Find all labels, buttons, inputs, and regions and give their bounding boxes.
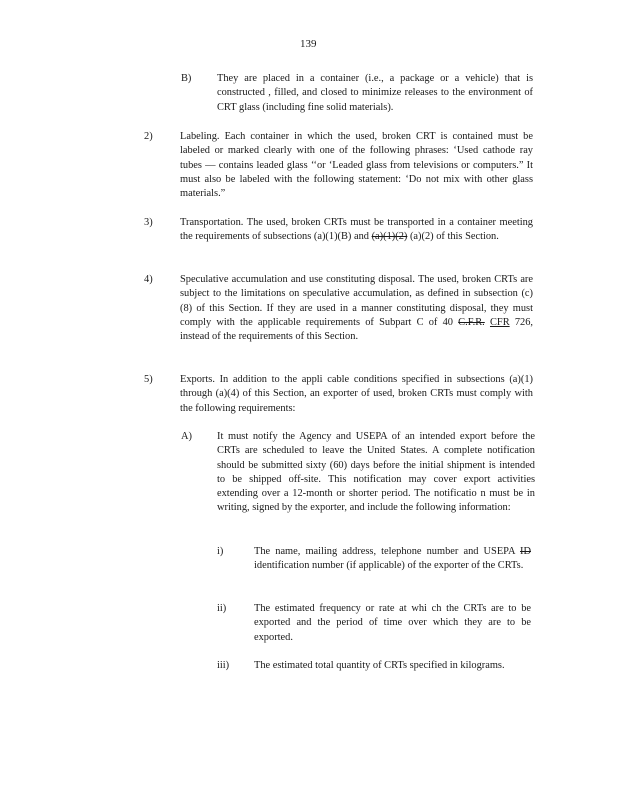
item-text: Labeling. Each container in which the used, broken CRT is contained must be labeled or marked clearly with one of the following phrases: ‘Used cathode ray tubes — contains leaded glass ‘‘or ‘Leaded glass from televisions or computers.” It must also be labeled with the following statement: ‘Do not mix with other glass materials.” — [180, 131, 533, 200]
item-label: ii) — [217, 603, 227, 614]
item-label: 5) — [144, 374, 153, 385]
inserted-text: CFR — [489, 316, 510, 328]
text-segment: 726, instead of the requirements of this Section. — [180, 316, 534, 343]
text-segment: Transportation. The used, broken CRTs must be transported in a container meeting the requirements of subsections (a)(1)(B) and — [180, 217, 533, 243]
item-label: 3) — [144, 217, 153, 228]
item-text: The estimated frequency or rate at whi ch the CRTs are to be exported and the period of time over which they are to be exported. — [254, 603, 531, 643]
item-text — [180, 216, 533, 245]
item-label: A) — [181, 431, 192, 442]
item-label: B) — [181, 73, 192, 84]
item-label: 4) — [144, 274, 153, 285]
item-text: The estimated total quantity of CRTs specified in kilograms. — [254, 660, 505, 671]
page-number: 139 — [300, 38, 317, 50]
struck-text: ID — [520, 546, 531, 557]
item-text — [180, 273, 533, 344]
item-text: Exports. In addition to the appli cable conditions specified in subsections (a)(1) through (a)(4) of this Section, an exporter of used, broken CRTs must comply with the following requirements: — [180, 374, 533, 414]
item-label: iii) — [217, 660, 230, 671]
item-text — [254, 545, 531, 574]
text-segment: The name, mailing address, telephone number and USEPA — [254, 546, 521, 557]
text-segment: Speculative accumulation and use constituting disposal. The used, broken CRTs are subject to the limitations on speculative accumulation, as defined in subsection (c)(8) of this Section. If they are used in a manner constituting disposal, they must comply with the applicable requirements of Subpart C of 40 — [180, 274, 533, 328]
item-text: It must notify the Agency and USEPA of an intended export before the CRTs are scheduled to leave the United States. A complete notification should be submitted sixty (60) days before the initial shipment is intended to be shipped off-site. This notification may cover export activities extending over a 12-month or shorter period. The notificatio n must be in writing, signed by the exporter, and include the following information: — [217, 431, 535, 514]
struck-text: (a)(1)(2) — [371, 231, 408, 243]
item-text: They are placed in a container (i.e., a package or a vehicle) that is constructed , filled, and closed to minimize releases to the environment of CRT glass (including fine solid materials). — [217, 73, 533, 113]
item-label: i) — [217, 546, 224, 557]
struck-text: C.F.R. — [458, 316, 485, 328]
item-label: 2) — [144, 131, 153, 142]
text-segment: (a)(2) of this Section. — [407, 231, 499, 243]
text-segment: identification number (if applicable) of the exporter of the CRTs. — [254, 560, 524, 572]
